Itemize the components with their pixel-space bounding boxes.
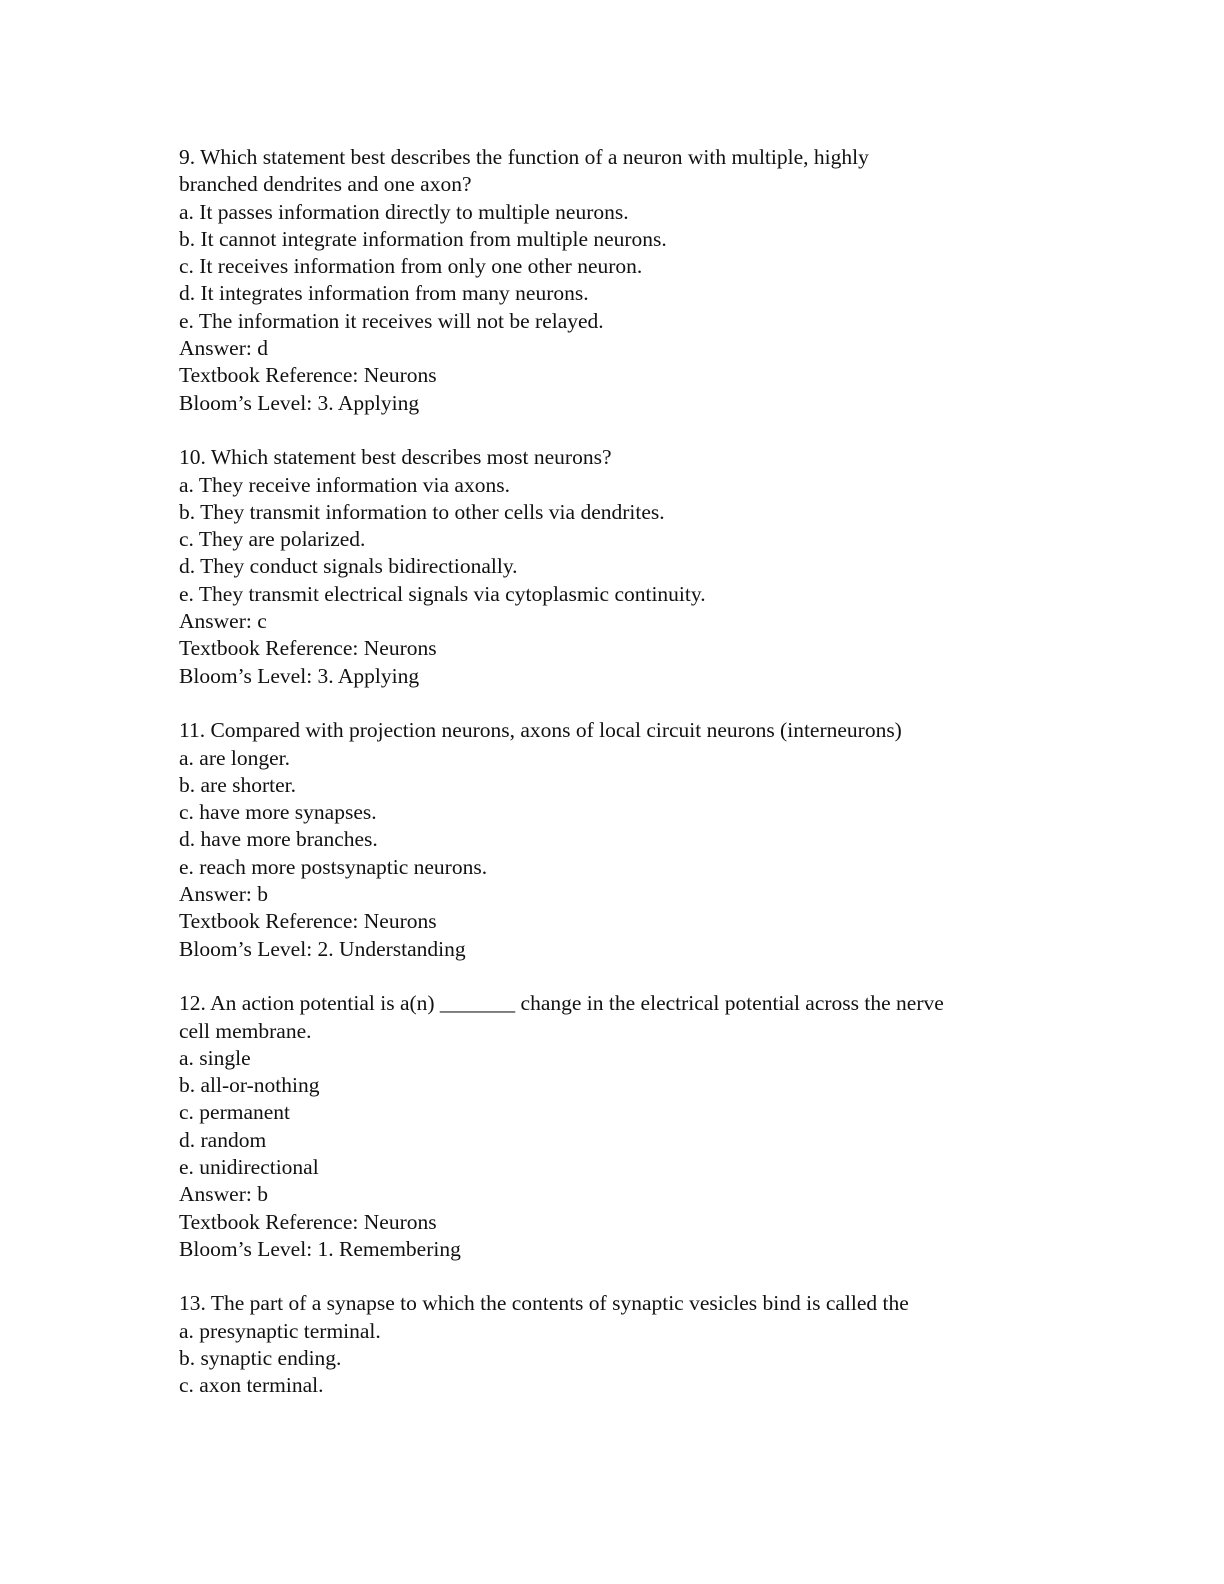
- blooms-level: Bloom’s Level: 3. Applying: [179, 663, 420, 688]
- answer-option-d: d. random: [179, 1127, 267, 1152]
- question-10: [179, 444, 1059, 690]
- answer-option-c: c. permanent: [179, 1100, 291, 1125]
- textbook-reference: Textbook Reference: Neurons: [179, 636, 437, 661]
- answer-option-a: a. are longer.: [179, 745, 291, 770]
- textbook-reference: Textbook Reference: Neurons: [179, 909, 437, 934]
- answer-option-c: c. axon terminal.: [179, 1373, 324, 1398]
- answer-option-c: c. They are polarized.: [179, 527, 366, 552]
- question-list: [179, 144, 1059, 1427]
- question-stem-line: branched dendrites and one axon?: [179, 172, 472, 197]
- answer-option-e: e. unidirectional: [179, 1154, 319, 1179]
- answer-option-e: e. They transmit electrical signals via cytoplasmic continuity.: [179, 581, 706, 606]
- blooms-level: Bloom’s Level: 3. Applying: [179, 390, 420, 415]
- question-11: [179, 717, 1059, 963]
- question-stem-line: 11. Compared with projection neurons, axons of local circuit neurons (interneurons): [179, 718, 902, 743]
- correct-answer: Answer: d: [179, 336, 268, 361]
- answer-option-b: b. all-or-nothing: [179, 1073, 320, 1098]
- answer-option-a: a. single: [179, 1045, 251, 1070]
- answer-option-b: b. synaptic ending.: [179, 1346, 342, 1371]
- blooms-level: Bloom’s Level: 1. Remembering: [179, 1236, 461, 1261]
- answer-option-d: d. have more branches.: [179, 827, 378, 852]
- answer-option-a: a. It passes information directly to multiple neurons.: [179, 199, 629, 224]
- answer-option-d: d. They conduct signals bidirectionally.: [179, 554, 518, 579]
- question-9: [179, 144, 1059, 417]
- answer-option-d: d. It integrates information from many neurons.: [179, 281, 589, 306]
- question-stem-line: cell membrane.: [179, 1018, 312, 1043]
- answer-option-b: b. They transmit information to other cells via dendrites.: [179, 499, 665, 524]
- answer-option-e: e. reach more postsynaptic neurons.: [179, 854, 488, 879]
- correct-answer: Answer: b: [179, 882, 268, 907]
- question-stem-line: 12. An action potential is a(n) _______ change in the electrical potential across the nerve: [179, 991, 944, 1016]
- answer-option-c: c. It receives information from only one other neuron.: [179, 254, 643, 279]
- answer-option-a: a. They receive information via axons.: [179, 472, 510, 497]
- question-stem-line: 9. Which statement best describes the function of a neuron with multiple, highly: [179, 145, 869, 169]
- question-stem-line: 13. The part of a synapse to which the contents of synaptic vesicles bind is called the: [179, 1291, 909, 1316]
- answer-option-e: e. The information it receives will not be relayed.: [179, 308, 604, 333]
- answer-option-b: b. are shorter.: [179, 772, 297, 797]
- answer-option-a: a. presynaptic terminal.: [179, 1318, 381, 1343]
- question-12: [179, 990, 1059, 1263]
- correct-answer: Answer: b: [179, 1182, 268, 1207]
- question-stem-line: 10. Which statement best describes most neurons?: [179, 445, 612, 470]
- answer-option-c: c. have more synapses.: [179, 800, 377, 825]
- question-13: [179, 1290, 1059, 1399]
- correct-answer: Answer: c: [179, 609, 267, 634]
- answer-option-b: b. It cannot integrate information from multiple neurons.: [179, 226, 667, 251]
- textbook-reference: Textbook Reference: Neurons: [179, 1209, 437, 1234]
- blooms-level: Bloom’s Level: 2. Understanding: [179, 936, 466, 961]
- textbook-reference: Textbook Reference: Neurons: [179, 363, 437, 388]
